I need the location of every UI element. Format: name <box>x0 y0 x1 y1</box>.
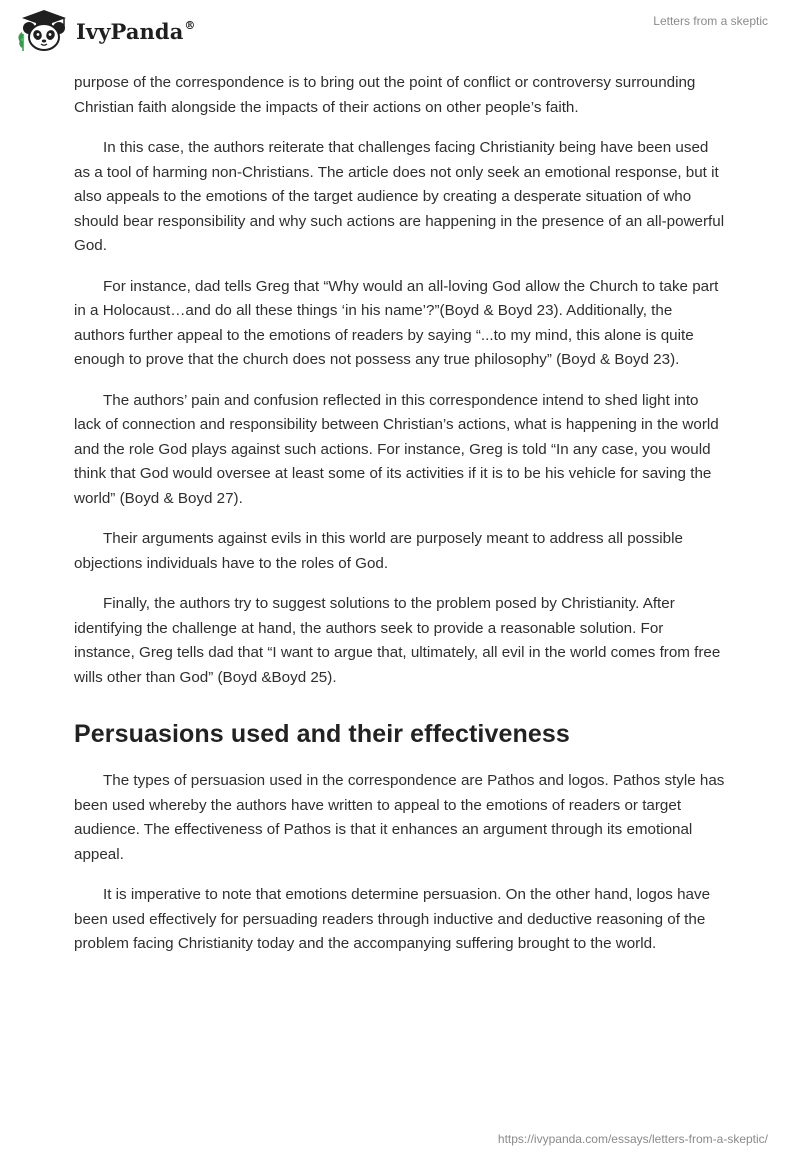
paragraph: The authors’ pain and confusion reflected in this correspondence intend to shed light into lack of connection and responsibility between Christian’s actions, what is happening in the world and the role God plays against such actions. For instance, Greg is told “In any case, you would think that God would oversee at least some of its activities if it is to be his vehicle for saving the world” (Boyd & Boyd 27). <box>74 391 719 507</box>
ivypanda-logo[interactable] <box>14 8 196 52</box>
page-header <box>0 0 800 70</box>
section-heading: Persuasions used and their effectiveness <box>74 720 570 748</box>
paragraph: Their arguments against evils in this world are purposely meant to address all possible objections individuals have to the roles of God. <box>74 530 683 572</box>
paragraph: It is imperative to note that emotions determine persuasion. On the other hand, logos have been used effectively for persuading readers through inductive and deductive reasoning of the problem facing Christianity today and the accompanying suffering brought to the world. <box>74 886 711 952</box>
document-title: Letters from a skeptic <box>653 14 768 28</box>
source-url[interactable]: https://ivypanda.com/essays/letters-from-a-skeptic/ <box>497 1132 768 1146</box>
logo-wordmark: IvyPanda® <box>76 18 196 44</box>
registered-mark: ® <box>184 18 196 32</box>
essay-content <box>74 71 726 973</box>
paragraph: For instance, dad tells Greg that “Why would an all-loving God allow the Church to take part in a Holocaust…and do all these things ‘in his name’?”(Boyd & Boyd 23). Additionally, the authors further appeal to the emotions of readers by saying “...to my mind, this alone is quite enough to prove that the church does not possess any true philosophy” (Boyd & Boyd 23). <box>74 277 719 368</box>
panda-graduation-cap-icon <box>14 8 72 52</box>
paragraph: The types of persuasion used in the correspondence are Pathos and logos. Pathos style has been used whereby the authors have written to appeal to the emotions of readers or target audience. The effectiveness of Pathos is that it enhances an argument through its emotional appeal. <box>74 772 725 863</box>
paragraph: In this case, the authors reiterate that challenges facing Christianity being have been used as a tool of harming non-Christians. The article does not only seek an emotional response, but it also appeals to the emotions of the target audience by creating a desperate situation of who should bear responsibility and why such actions are happening in the presence of an all-powerful God. <box>74 139 725 254</box>
paragraph: Finally, the authors try to suggest solutions to the problem posed by Christianity. After identifying the challenge at hand, the authors seek to provide a reasonable solution. For instance, Greg tells dad that “I want to argue that, ultimately, all evil in the world comes from free wills other than God” (Boyd &Boyd 25). <box>74 595 721 686</box>
paragraph: purpose of the correspondence is to bring out the point of conflict or controversy surrounding Christian faith alongside the impacts of their actions on other people’s faith. <box>74 74 696 116</box>
